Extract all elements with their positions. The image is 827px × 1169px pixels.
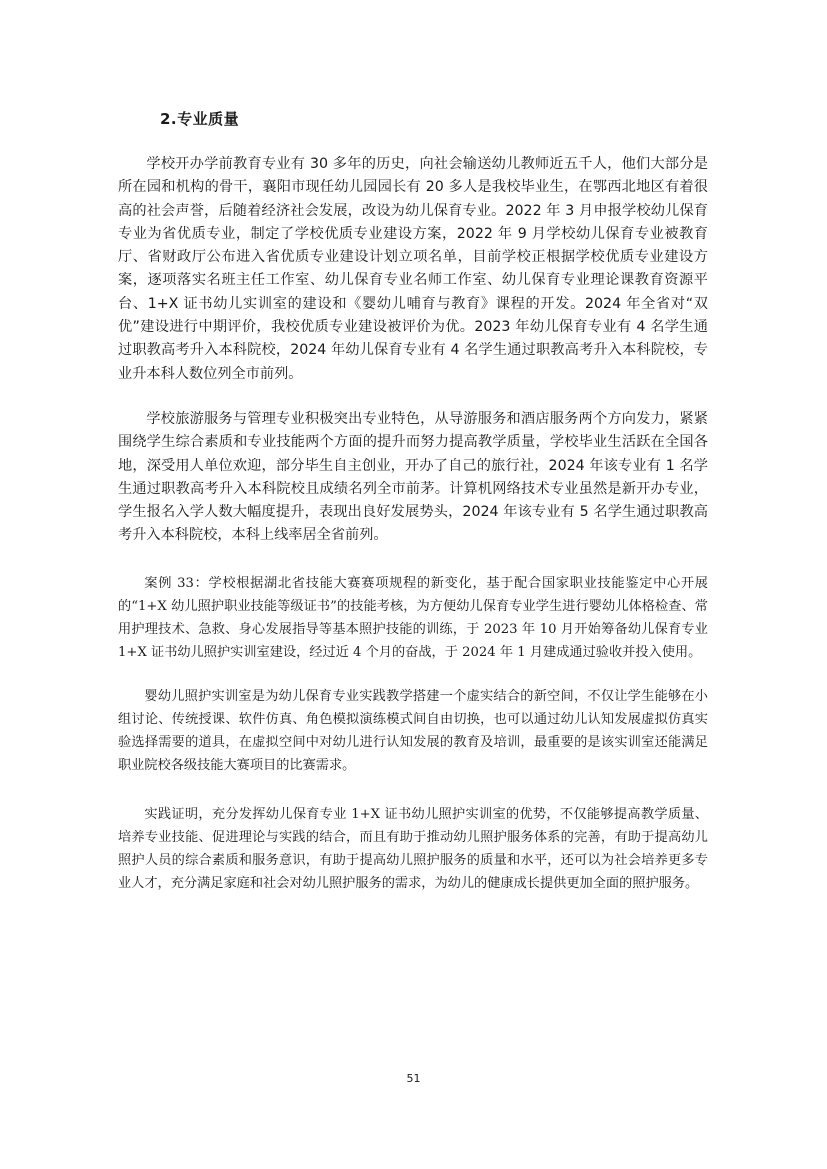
case-paragraph-3: 实践证明，充分发挥幼儿保育专业 1+X 证书幼儿照护实训室的优势，不仅能够提高教学质量、培养专业技能、促进理论与实践的结合，而且有助于推动幼儿照护服务体系的完善，有助于提高幼儿照护人员的综合素质和服务意识，有助于提高幼儿照护服务的质量和水平，还可以为社会培养更多专业人才，充分满足家庭和社会对幼儿照护服务的需求，为幼儿的健康成长提供更加全面的照护服务。 [118, 807, 708, 891]
page-number: 51 [406, 1072, 421, 1085]
case-paragraph-1: 案例 33：学校根据湖北省技能大赛赛项规程的新变化，基于配合国家职业技能鉴定中心开展的“1+X 幼儿照护职业技能等级证书”的技能考核，为方便幼儿保育专业学生进行婴幼儿体格检查、常用护理技术、急救、身心发展指导等基本照护技能的训练，于 2023 年 10 月开始筹备幼儿保育专业 1+X 证书幼儿照护实训室建设，经过近 4 个月的奋战，于 2024 年 1 月建成通过验收并投入使用。 [118, 576, 708, 660]
section-heading: 2.专业质量 [160, 110, 240, 128]
body-paragraph-2: 学校旅游服务与管理专业积极突出专业特色，从导游服务和酒店服务两个方向发力，紧紧围绕学生综合素质和专业技能两个方面的提升而努力提高教学质量，学校毕业生活跃在全国各地，深受用人单位欢迎，部分毕生自主创业，开办了自己的旅行社，2024 年该专业有 1 名学生通过职教高考升入本科院校且成绩名列全市前茅。计算机网络技术专业虽然是新开办专业，学生报名入学人数大幅度提升，表现出良好发展势头，2024 年该专业有 5 名学生通过职教高考升入本科院校，本科上线率居全省前列。 [118, 411, 708, 544]
case-paragraph-2: 婴幼儿照护实训室是为幼儿保育专业实践教学搭建一个虚实结合的新空间，不仅让学生能够在小组讨论、传统授课、软件仿真、角色模拟演练模式间自由切换，也可以通过幼儿认知发展虚拟仿真实验选择需要的道具，在虚拟空间中对幼儿进行认知发展的教育及培训，最重要的是该实训室还能满足职业院校各级技能大赛项目的比赛需求。 [118, 689, 708, 773]
body-paragraph-1: 学校开办学前教育专业有 30 多年的历史，向社会输送幼儿教师近五千人，他们大部分是所在园和机构的骨干，襄阳市现任幼儿园园长有 20 多人是我校毕业生，在鄂西北地区有着很高的社会声誉，后随着经济社会发展，改设为幼儿保育专业。2022 年 3 月申报学校幼儿保育专业为省优质专业，制定了学校优质专业建设方案，2022 年 9 月学校幼儿保育专业被教育厅、省财政厅公布进入省优质专业建设计划立项名单，目前学校正根据学校优质专业建设方案，逐项落实名班主任工作室、幼儿保育专业名师工作室、幼儿保育专业理论课教育资源平台、1+X 证书幼儿实训室的建设和《婴幼儿哺育与教育》课程的开发。2024 年全省对“双优”建设进行中期评价，我校优质专业建设被评价为优。2023 年幼儿保育专业有 4 名学生通过职教高考升入本科院校，2024 年幼儿保育专业有 4 名学生通过职教高考升入本科院校，专业升本科人数位列全市前列。 [118, 156, 708, 382]
